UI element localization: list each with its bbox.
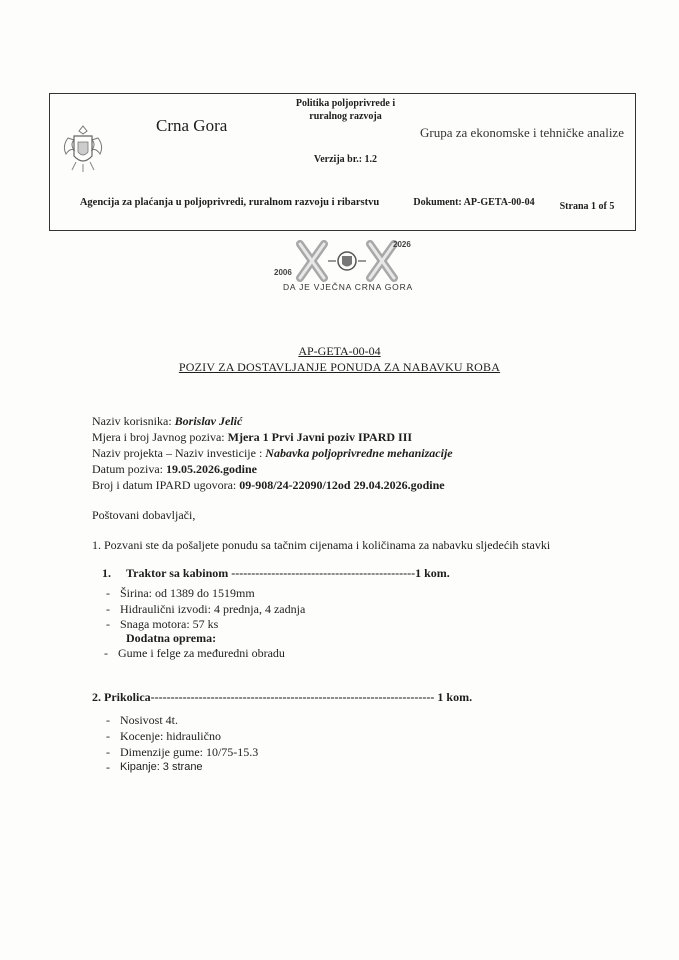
- item-2-spec-4: Kipanje: 3 strane: [120, 761, 203, 773]
- country-title: Crna Gora: [156, 116, 228, 135]
- info-date-value: 19.05.2026.godine: [165, 462, 257, 476]
- logo-year-end: 2026: [393, 240, 411, 249]
- bullet-dash: -: [106, 617, 110, 631]
- header-group-cell: [409, 94, 635, 192]
- header-policy-cell: [282, 94, 409, 138]
- info-user-label: Naziv korisnika:: [92, 414, 175, 428]
- item-2-spec-2: Kocenje: hidraulično: [120, 729, 221, 743]
- bullet-dash: -: [106, 745, 110, 759]
- document-code: AP-GETA-00-04: [298, 344, 381, 358]
- info-measure-label: Mjera i broj Javnog poziva:: [92, 430, 228, 444]
- policy-text: Politika poljoprivrede i ruralnog razvoja: [295, 98, 396, 122]
- logo-year-start: 2006: [274, 268, 292, 277]
- greeting: Poštovani dobavljači,: [92, 508, 196, 522]
- item-2-spec-3: Dimenzije gume: 10/75-15.3: [120, 745, 259, 759]
- item-2-heading: [92, 690, 472, 705]
- bullet-dash: -: [106, 586, 110, 600]
- info-date: [92, 462, 257, 477]
- item-2-dashes: -----------------------------------------------------------------------: [150, 690, 435, 704]
- header-page-cell: [539, 192, 635, 230]
- item-1-extra-label: Dodatna oprema:: [126, 631, 217, 645]
- header-country-cell: [50, 94, 282, 192]
- info-date-label: Datum poziva:: [92, 462, 166, 476]
- info-user-value: Borislav Jelić: [174, 414, 243, 428]
- item-1-number: 1.: [102, 566, 111, 580]
- intro-paragraph: 1. Pozvani ste da pošaljete ponudu sa tačnim cijenama i količinama za nabavku sljedećih stavki: [92, 538, 551, 552]
- item-1-spec-1: Širina: od 1389 do 1519mm: [120, 586, 255, 600]
- document-id-text: Dokument: AP-GETA-00-04: [413, 197, 535, 208]
- item-2-number: 2.: [92, 690, 101, 704]
- item-2-spec-1: Nosivost 4t.: [120, 713, 179, 727]
- header-version-cell: [282, 138, 409, 192]
- agency-text: Agencija za plaćanja u poljoprivredi, ruralnom razvoju i ribarstvu: [79, 197, 380, 208]
- info-measure: [92, 430, 412, 445]
- item-1-spec-2: Hidraulični izvodi: 4 prednja, 4 zadnja: [120, 602, 306, 616]
- info-project: [92, 446, 453, 461]
- page-number-text: Strana 1 of 5: [559, 201, 615, 212]
- bullet-dash: -: [106, 602, 110, 616]
- info-contract: [92, 478, 445, 493]
- info-contract-label: Broj i datum IPARD ugovora:: [92, 478, 240, 492]
- logo-slogan: DA JE VJEČNA CRNA GORA: [282, 282, 414, 292]
- group-text: Grupa za ekonomske i tehničke analize: [420, 125, 624, 140]
- header-table: [49, 93, 636, 231]
- bullet-dash: -: [106, 760, 110, 774]
- item-1-qty: 1 kom.: [415, 566, 450, 580]
- info-contract-value: 09-908/24-22090/12od 29.04.2026.godine: [239, 478, 445, 492]
- bullet-dash: -: [106, 713, 110, 727]
- bullet-dash: -: [104, 646, 108, 660]
- item-1-dashes: ----------------------------------------------: [231, 566, 416, 580]
- anniversary-logo: [270, 238, 430, 296]
- info-project-label: Naziv projekta – Naziv investicije :: [92, 446, 266, 460]
- item-2-name: Prikolica: [104, 690, 151, 704]
- document-title: POZIV ZA DOSTAVLJANJE PONUDA ZA NABAVKU ROBA: [178, 360, 501, 374]
- info-project-value: Nabavka poljoprivredne mehanizacije: [265, 446, 453, 460]
- bullet-dash: -: [106, 729, 110, 743]
- item-1-heading: [102, 566, 450, 581]
- item-1-extra-1: Gume i felge za međuredni obradu: [118, 646, 285, 660]
- header-agency-cell: [50, 192, 409, 230]
- info-user: [92, 414, 242, 429]
- header-document-cell: [409, 192, 539, 230]
- item-1-spec-3: Snaga motora: 57 ks: [120, 617, 219, 631]
- coat-of-arms-icon: [60, 122, 106, 174]
- item-1-name: Traktor sa kabinom: [126, 566, 229, 580]
- info-measure-value: Mjera 1 Prvi Javni poziv IPARD III: [227, 430, 413, 444]
- item-2-qty: 1 kom.: [437, 690, 473, 704]
- version-text: Verzija br.: 1.2: [313, 154, 378, 165]
